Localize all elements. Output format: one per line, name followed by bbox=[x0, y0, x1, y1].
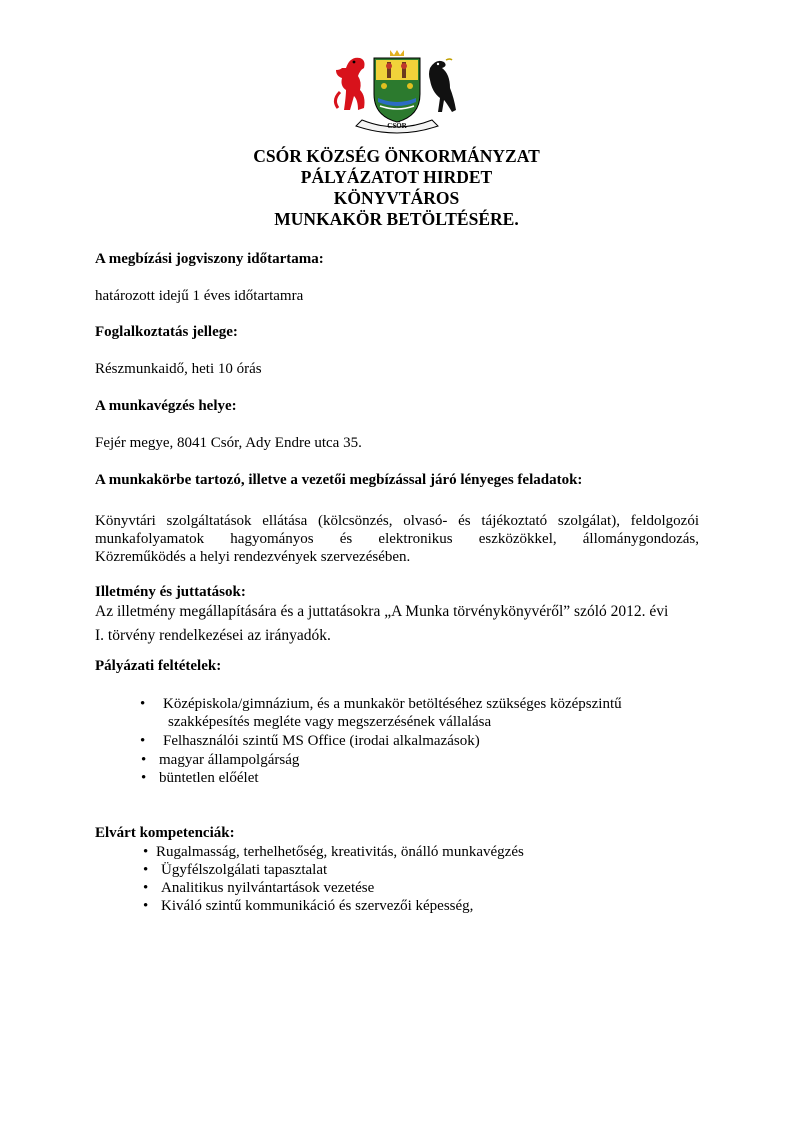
coat-of-arms-logo bbox=[332, 48, 462, 134]
conditions-bullet-4: • bbox=[141, 770, 147, 786]
salary-heading: Illetmény és juttatások: bbox=[95, 584, 246, 600]
duration-text: határozott idejű 1 éves időtartamra bbox=[95, 288, 304, 304]
employment-type-heading: Foglalkoztatás jellege: bbox=[95, 324, 238, 340]
conditions-item-2: Felhasználói szintű MS Office (irodai alkalmazások) bbox=[163, 733, 480, 749]
shield-icon bbox=[374, 58, 420, 122]
title-line-2: PÁLYÁZATOT HIRDET bbox=[300, 167, 493, 187]
duties-line-3: Közreműködés a helyi rendezvények szervezésében. bbox=[95, 549, 411, 565]
duration-heading: A megbízási jogviszony időtartama: bbox=[95, 251, 324, 267]
crest-text: CSÓR bbox=[387, 122, 407, 130]
conditions-item-1-cont: szakképesítés megléte vagy megszerzésének vállalása bbox=[168, 714, 492, 730]
conditions-bullet-3: • bbox=[141, 752, 147, 768]
salary-line-2: I. törvény rendelkezései az irányadók. bbox=[95, 627, 331, 644]
title-line-3: KÖNYVTÁROS bbox=[333, 188, 460, 208]
duties-heading: A munkakörbe tartozó, illetve a vezetői megbízással járó lényeges feladatok: bbox=[95, 472, 583, 488]
conditions-item-1: Középiskola/gimnázium, és a munkakör betöltéséhez szükséges középszintű bbox=[163, 696, 622, 712]
competencies-heading: Elvárt kompetenciák: bbox=[95, 825, 235, 841]
conditions-heading: Pályázati feltételek: bbox=[95, 658, 222, 674]
duties-line-2: munkafolyamatok hagyományos és elektronikus eszközökkel, állománygondozás, bbox=[95, 531, 699, 547]
competencies-item-1: Rugalmasság, terhelhetőség, kreativitás, önálló munkavégzés bbox=[156, 844, 524, 860]
competencies-bullet-4: • bbox=[143, 898, 149, 914]
page-title bbox=[0, 146, 793, 230]
conditions-bullet-1: • bbox=[140, 696, 146, 712]
employment-type-text: Részmunkaidő, heti 10 órás bbox=[95, 361, 262, 377]
competencies-item-4: Kiváló szintű kommunikáció és szervezői képesség, bbox=[161, 898, 474, 914]
workplace-text: Fejér megye, 8041 Csór, Ady Endre utca 35. bbox=[95, 435, 362, 451]
competencies-item-3: Analitikus nyilvántartások vezetése bbox=[161, 880, 375, 896]
title-line-4: MUNKAKÖR BETÖLTÉSÉRE. bbox=[274, 209, 519, 229]
conditions-bullet-2: • bbox=[140, 733, 146, 749]
competencies-item-2: Ügyfélszolgálati tapasztalat bbox=[161, 862, 328, 878]
competencies-bullet-3: • bbox=[143, 880, 149, 896]
conditions-item-3: magyar állampolgárság bbox=[159, 752, 300, 768]
workplace-heading: A munkavégzés helye: bbox=[95, 398, 237, 414]
duties-line-1: Könyvtári szolgáltatások ellátása (kölcsönzés, olvasó- és tájékoztató szolgálat), feldolgozói bbox=[95, 513, 699, 529]
duties-paragraph bbox=[95, 512, 699, 566]
title-line-1: CSÓR KÖZSÉG ÖNKORMÁNYZAT bbox=[253, 146, 540, 166]
competencies-bullet-2: • bbox=[143, 862, 149, 878]
salary-paragraph bbox=[95, 600, 668, 648]
salary-line-1: Az illetmény megállapítására és a juttatásokra „A Munka törvénykönyvéről” szóló 2012. évi bbox=[95, 603, 669, 620]
lion-supporter-icon bbox=[335, 58, 364, 110]
conditions-item-4: büntetlen előélet bbox=[159, 770, 259, 786]
competencies-bullet-1: • bbox=[143, 844, 149, 860]
raven-supporter-icon bbox=[429, 59, 456, 112]
